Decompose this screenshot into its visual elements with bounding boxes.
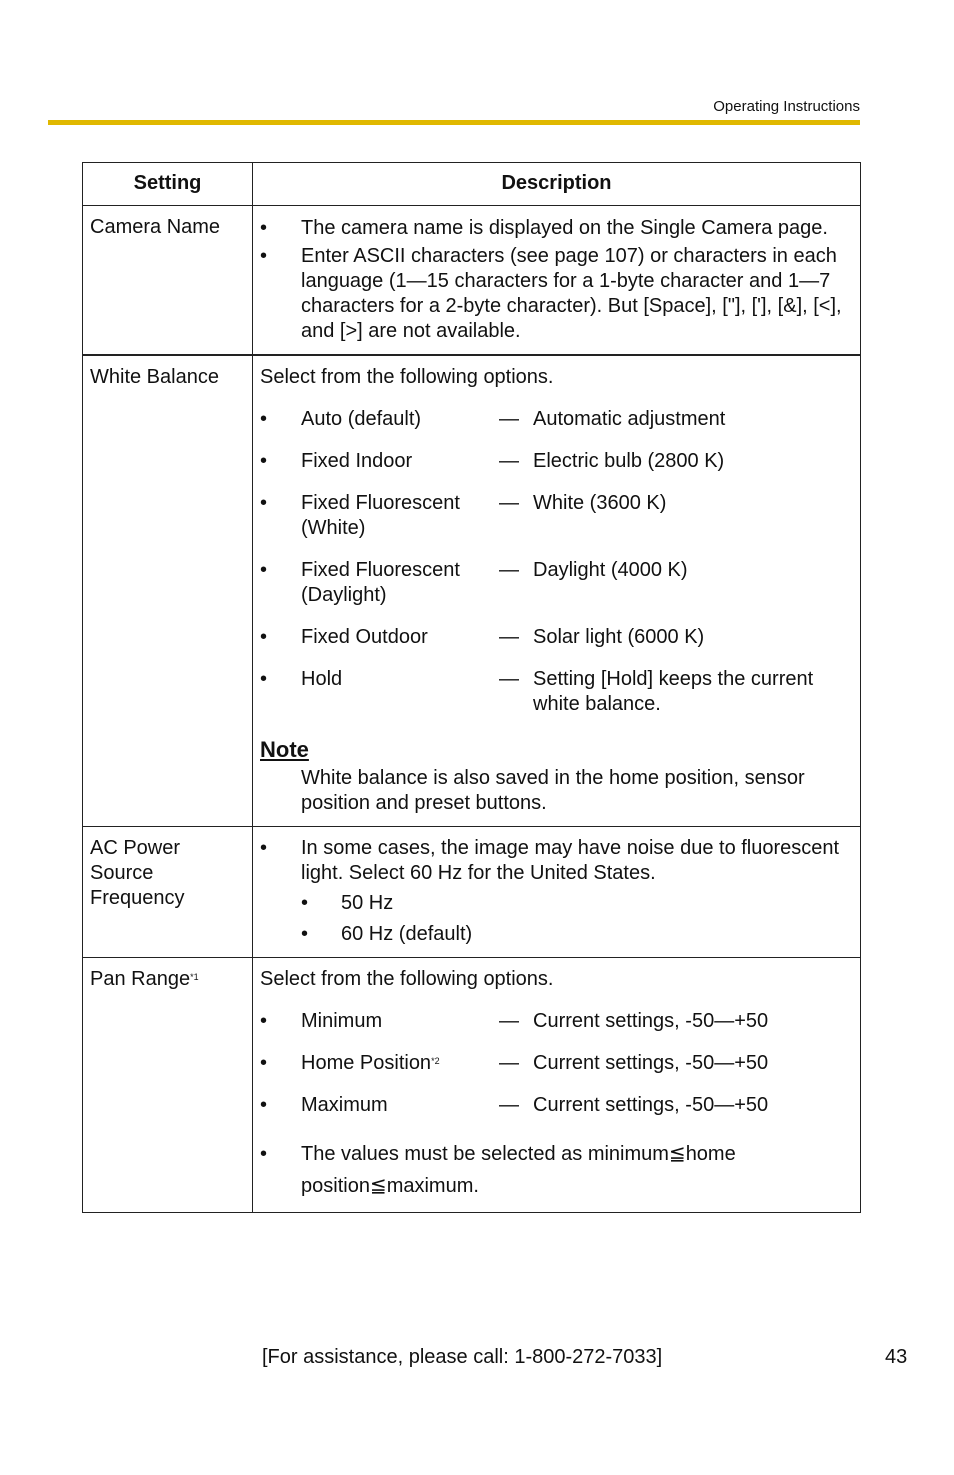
option-label xyxy=(260,1009,499,1034)
option-dash: — xyxy=(499,668,519,690)
option-row xyxy=(260,449,850,474)
option-label-text: Home Position xyxy=(301,1052,432,1074)
footer-assistance: [For assistance, please call: 1-800-272-7033] xyxy=(262,1346,663,1368)
option-row xyxy=(260,558,850,608)
setting-ac-power: AC Power Source Frequency xyxy=(83,827,253,958)
option-row xyxy=(260,667,850,717)
option-value: Current settings, -50—+50 xyxy=(533,1010,769,1032)
page-number: 43 xyxy=(885,1346,908,1368)
sub-list-item: • 50 Hz xyxy=(301,891,850,916)
option-label-text: Maximum xyxy=(301,1094,388,1116)
intro-text: Select from the following options. xyxy=(260,366,554,388)
option-value: Automatic adjustment xyxy=(533,408,726,430)
setting-pan-range-label: Pan Range xyxy=(90,968,191,990)
list-item-text: • In some cases, the image may have noise due to fluorescent light. Select 60 Hz for the United States. xyxy=(301,837,840,884)
note-text: White balance is also saved in the home position, sensor position and preset buttons. xyxy=(301,767,805,814)
description-camera-name xyxy=(253,206,861,356)
option-value: Setting [Hold] keeps the current white balance. xyxy=(533,668,814,715)
footnote-marker: *2 xyxy=(431,1056,440,1066)
option-row xyxy=(260,407,850,432)
option-dash: — xyxy=(499,626,519,648)
option-value: Current settings, -50—+50 xyxy=(533,1052,769,1074)
table-row xyxy=(83,958,861,1213)
option-value: White (3600 K) xyxy=(533,492,667,514)
option-value: Current settings, -50—+50 xyxy=(533,1094,769,1116)
description-white-balance xyxy=(253,355,861,827)
table-row xyxy=(83,355,861,827)
option-row xyxy=(260,625,850,650)
option-label xyxy=(260,1093,499,1118)
table-row xyxy=(83,827,861,958)
sub-list-item: • 60 Hz (default) xyxy=(301,922,850,947)
setting-camera-name: Camera Name xyxy=(83,206,253,356)
list-item: • The values must be selected as minimum≦home position≦maximum. xyxy=(260,1138,850,1202)
list-item xyxy=(260,836,850,947)
header-title: Operating Instructions xyxy=(713,98,860,115)
option-label-text: Minimum xyxy=(301,1010,383,1032)
settings-table xyxy=(82,162,861,1213)
option-label xyxy=(260,1051,499,1076)
option-row xyxy=(260,1093,850,1118)
table-header-row xyxy=(83,163,861,206)
option-label: • Fixed Outdoor xyxy=(260,625,499,650)
option-row xyxy=(260,1009,850,1034)
col-header-setting: Setting xyxy=(83,163,253,206)
option-value: Daylight (4000 K) xyxy=(533,559,688,581)
option-row xyxy=(260,491,850,541)
option-dash: — xyxy=(499,450,519,472)
setting-pan-range xyxy=(83,958,253,1213)
option-label: • Fixed Fluorescent (White) xyxy=(260,491,499,541)
table-row xyxy=(83,206,861,356)
option-label: • Auto (default) xyxy=(260,407,499,432)
list-item: • The camera name is displayed on the Single Camera page. xyxy=(260,216,850,241)
option-dash: — xyxy=(499,1052,519,1074)
description-ac-power xyxy=(253,827,861,958)
list-item: • Enter ASCII characters (see page 107) or characters in each language (1—15 characters for a 1-byte character and 1—7 characters for a 2-byte character). But [Space], ["], ['], [&], [<], and [>] are not available. xyxy=(260,244,850,344)
option-dash: — xyxy=(499,1094,519,1116)
note-heading: Note xyxy=(260,737,309,762)
option-label: • Fixed Fluorescent (Daylight) xyxy=(260,558,499,608)
option-dash: — xyxy=(499,492,519,514)
description-pan-range xyxy=(253,958,861,1213)
option-dash: — xyxy=(499,559,519,581)
intro-text: Select from the following options. xyxy=(260,968,554,990)
option-label: • Hold xyxy=(260,667,499,717)
option-value: Electric bulb (2800 K) xyxy=(533,450,725,472)
option-row xyxy=(260,1051,850,1076)
option-dash: — xyxy=(499,408,519,430)
setting-white-balance: White Balance xyxy=(83,355,253,827)
option-label: • Fixed Indoor xyxy=(260,449,499,474)
footnote-marker: *1 xyxy=(190,972,199,982)
option-value: Solar light (6000 K) xyxy=(533,626,705,648)
col-header-description: Description xyxy=(253,163,861,206)
header-rule xyxy=(48,120,860,125)
option-dash: — xyxy=(499,1010,519,1032)
